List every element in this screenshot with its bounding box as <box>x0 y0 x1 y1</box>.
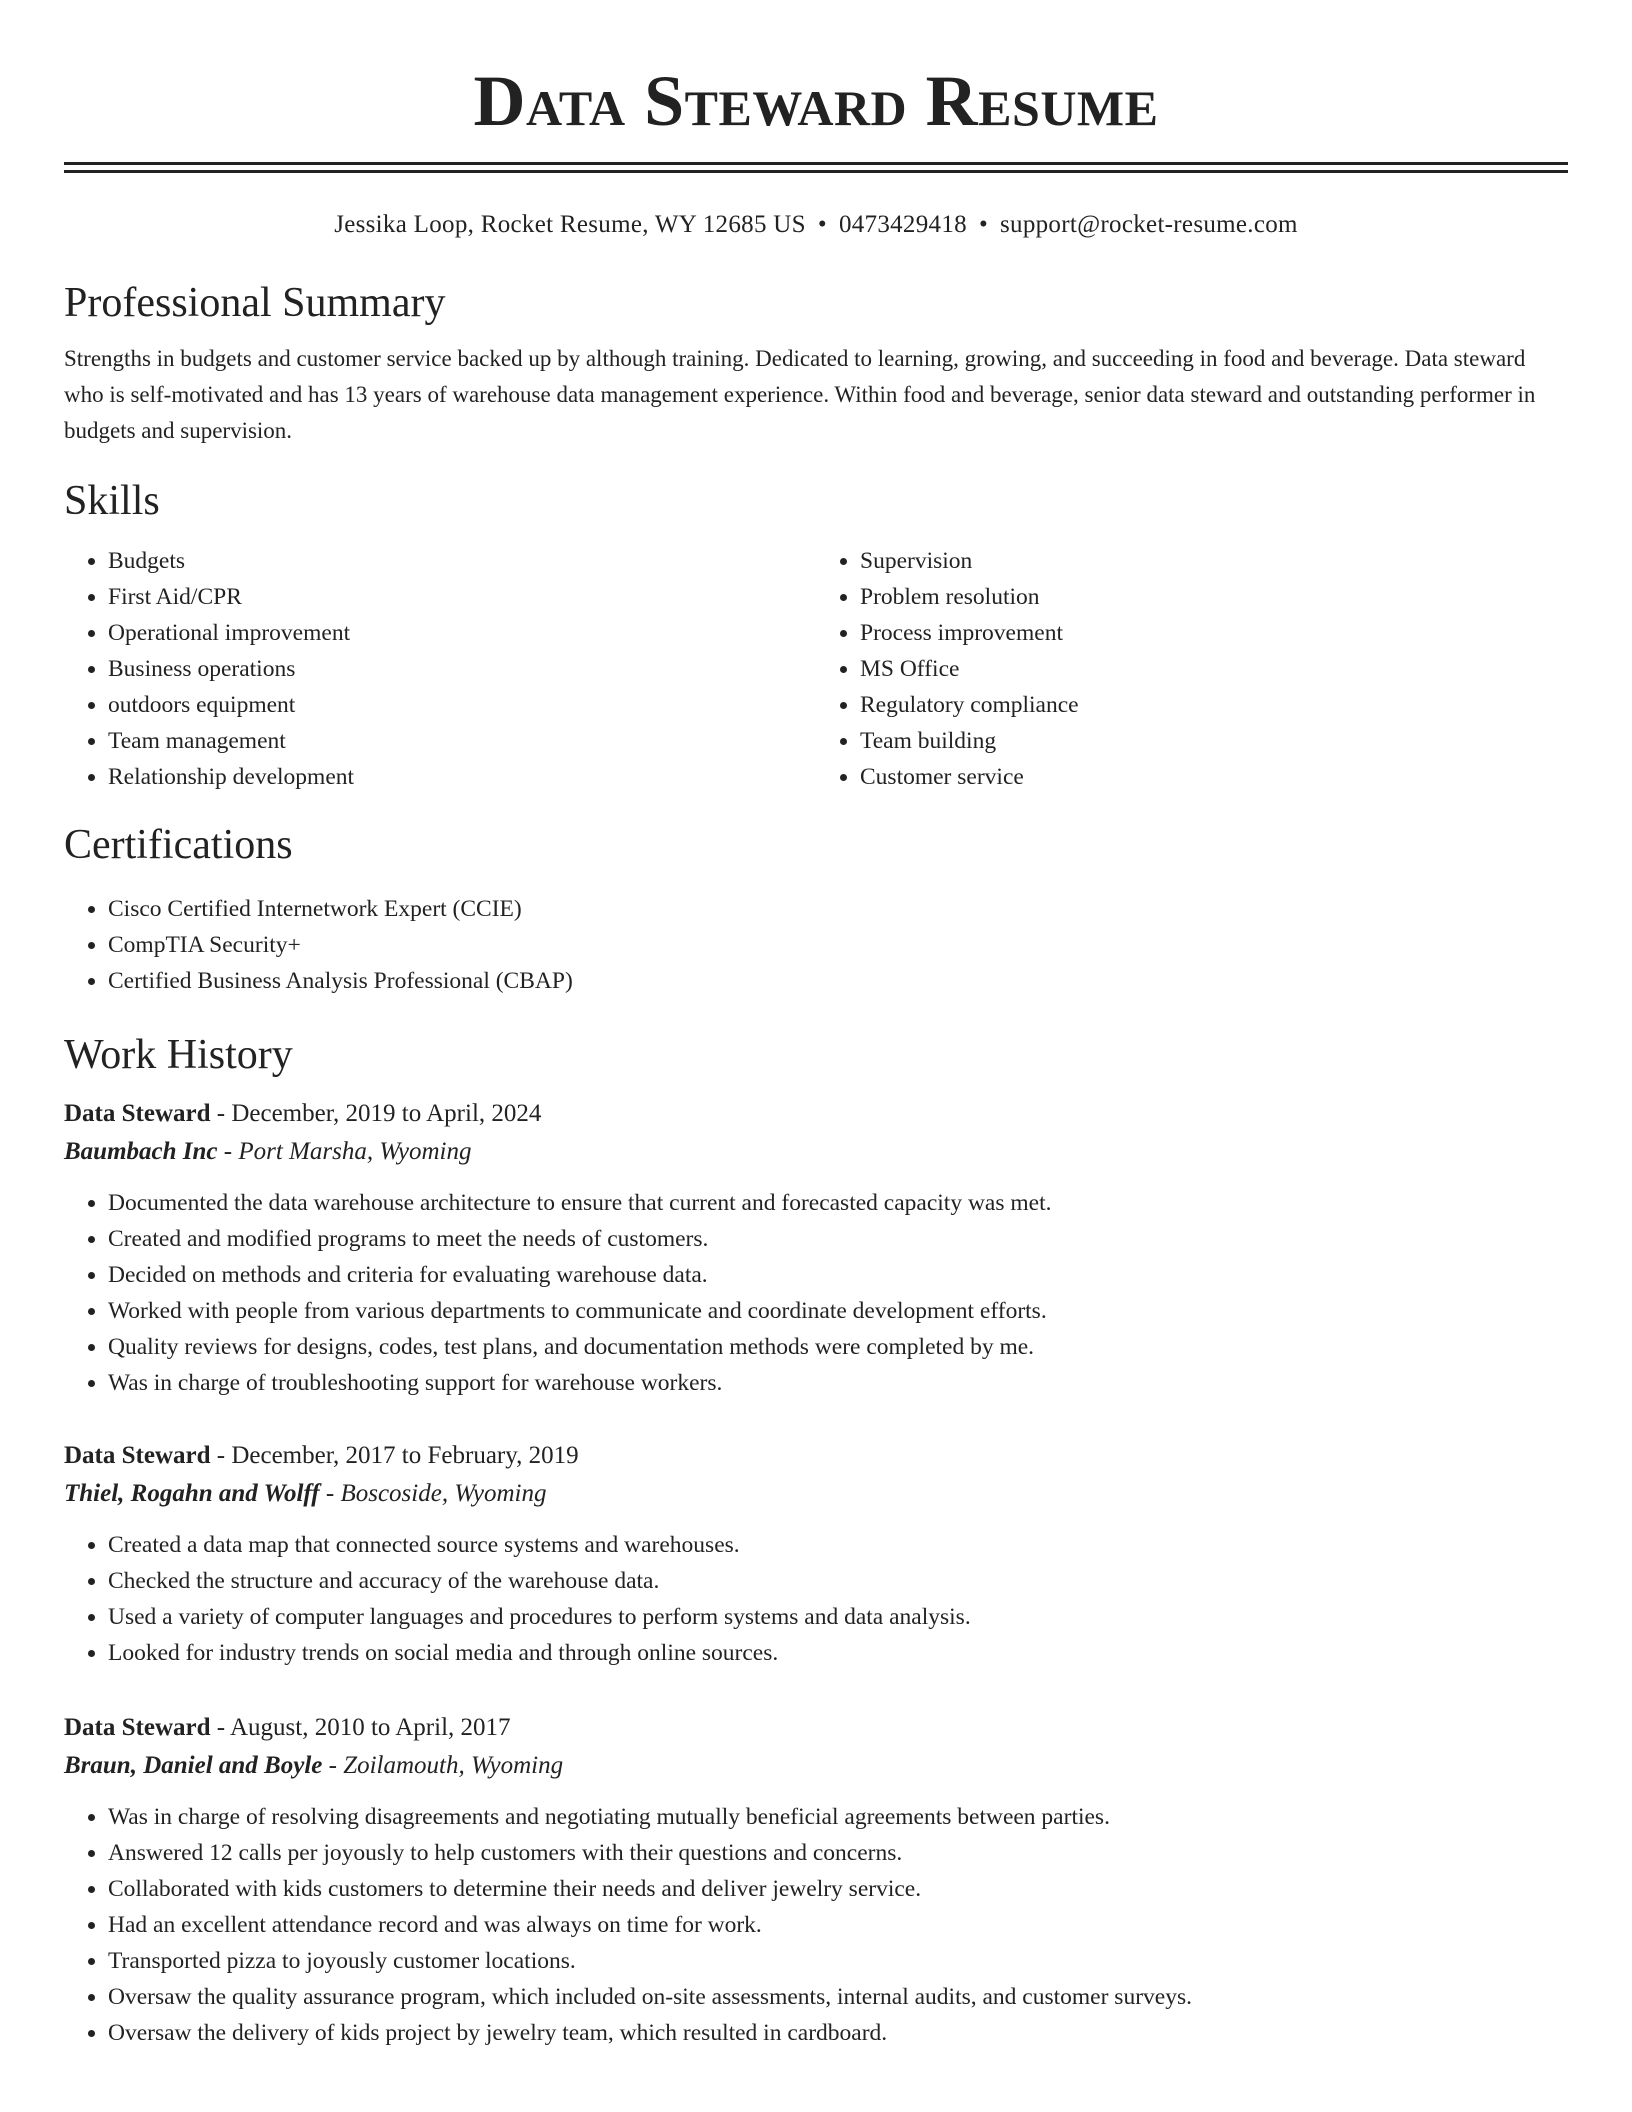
job-title-line <box>64 1437 1568 1475</box>
skill-item: • Supervision <box>860 543 1568 579</box>
job-company: Baumbach Inc <box>64 1138 218 1165</box>
skill-item: • First Aid/CPR <box>108 579 816 615</box>
skill-item: • outdoors equipment <box>108 687 816 723</box>
job-bullet: • Answered 12 calls per joyously to help customers with their questions and concerns. <box>108 1835 1568 1871</box>
job-bullets <box>64 1185 1568 1401</box>
job-bullet: • Used a variety of computer languages and procedures to perform systems and data analysis. <box>108 1599 1568 1635</box>
skill-item: • MS Office <box>860 651 1568 687</box>
job-entry <box>64 1709 1568 2051</box>
certifications-heading: Certifications <box>64 822 293 868</box>
title-rule-top <box>64 162 1568 165</box>
skill-item: • Customer service <box>860 759 1568 795</box>
contact-address: Jessika Loop, Rocket Resume, WY 12685 US <box>334 211 806 238</box>
contact-email: support@rocket-resume.com <box>1000 211 1298 238</box>
job-company-line <box>64 1747 1568 1785</box>
job-bullets <box>64 1799 1568 2051</box>
job-entry <box>64 1095 1568 1401</box>
job-bullet: • Worked with people from various departments to communicate and coordinate development efforts. <box>108 1293 1568 1329</box>
job-company-line <box>64 1133 1568 1171</box>
summary-heading: Professional Summary <box>64 280 446 326</box>
resume-title: Data Steward Resume <box>473 61 1159 141</box>
contact-phone: 0473429418 <box>838 211 967 238</box>
skill-item: • Relationship development <box>108 759 816 795</box>
skill-item: • Problem resolution <box>860 579 1568 615</box>
skills-heading: Skills <box>64 478 160 524</box>
contact-separator: • <box>817 211 827 238</box>
title-rule-bottom <box>64 170 1568 173</box>
skill-item: • Business operations <box>108 651 816 687</box>
job-bullet: • Transported pizza to joyously customer locations. <box>108 1943 1568 1979</box>
job-bullet: • Checked the structure and accuracy of the warehouse data. <box>108 1563 1568 1599</box>
skill-item: • Team management <box>108 723 816 759</box>
job-bullet: • Decided on methods and criteria for evaluating warehouse data. <box>108 1257 1568 1293</box>
job-bullet: • Quality reviews for designs, codes, test plans, and documentation methods were completed by me. <box>108 1329 1568 1365</box>
job-dates: - August, 2010 to April, 2017 <box>210 1714 511 1741</box>
job-bullets <box>64 1527 1568 1671</box>
job-role: Data Steward <box>64 1714 211 1741</box>
job-location: - Boscoside, Wyoming <box>319 1480 547 1507</box>
skill-item: • Operational improvement <box>108 615 816 651</box>
job-bullet: • Had an excellent attendance record and was always on time for work. <box>108 1907 1568 1943</box>
skills-list-left <box>64 543 816 795</box>
job-bullet: • Documented the data warehouse architecture to ensure that current and forecasted capacity was met. <box>108 1185 1568 1221</box>
job-company: Thiel, Rogahn and Wolff <box>64 1480 320 1507</box>
job-role: Data Steward <box>64 1100 211 1127</box>
certifications-list <box>64 891 1568 999</box>
job-dates: - December, 2019 to April, 2024 <box>210 1100 542 1127</box>
job-bullet: • Looked for industry trends on social media and through online sources. <box>108 1635 1568 1671</box>
job-title-line <box>64 1095 1568 1133</box>
skill-item: • Budgets <box>108 543 816 579</box>
skills-columns <box>64 543 1568 795</box>
job-bullet: • Created a data map that connected source systems and warehouses. <box>108 1527 1568 1563</box>
certification-item: • Certified Business Analysis Professional (CBAP) <box>108 963 1568 999</box>
job-company-line <box>64 1475 1568 1513</box>
job-role: Data Steward <box>64 1442 211 1469</box>
certification-item: • Cisco Certified Internetwork Expert (CCIE) <box>108 891 1568 927</box>
job-bullet: • Was in charge of resolving disagreements and negotiating mutually beneficial agreements between parties. <box>108 1799 1568 1835</box>
job-title-line <box>64 1709 1568 1747</box>
skill-item: • Team building <box>860 723 1568 759</box>
skill-item: • Process improvement <box>860 615 1568 651</box>
skill-item: • Regulatory compliance <box>860 687 1568 723</box>
job-bullet: • Oversaw the quality assurance program, which included on-site assessments, internal audits, and customer surveys. <box>108 1979 1568 2015</box>
job-company: Braun, Daniel and Boyle <box>64 1752 323 1779</box>
job-location: - Port Marsha, Wyoming <box>217 1138 472 1165</box>
job-bullet: • Collaborated with kids customers to determine their needs and deliver jewelry service. <box>108 1871 1568 1907</box>
job-bullet: • Created and modified programs to meet the needs of customers. <box>108 1221 1568 1257</box>
skills-list-right <box>816 543 1568 795</box>
contact-separator: • <box>978 211 988 238</box>
summary-text: Strengths in budgets and customer service backed up by although training. Dedicated to learning, growing, and succeeding in food and beverage. Data steward who is self-motivated and has 13 years of warehouse data management experience. Within food and beverage, senior data steward and outstanding performer in budgets and supervision. <box>64 346 1536 443</box>
job-dates: - December, 2017 to February, 2019 <box>210 1442 579 1469</box>
job-entry <box>64 1437 1568 1671</box>
contact-line <box>64 209 1568 241</box>
job-bullet: • Was in charge of troubleshooting support for warehouse workers. <box>108 1365 1568 1401</box>
job-location: - Zoilamouth, Wyoming <box>322 1752 564 1779</box>
job-bullet: • Oversaw the delivery of kids project by jewelry team, which resulted in cardboard. <box>108 2015 1568 2051</box>
work-history-heading: Work History <box>64 1032 293 1078</box>
certification-item: • CompTIA Security+ <box>108 927 1568 963</box>
